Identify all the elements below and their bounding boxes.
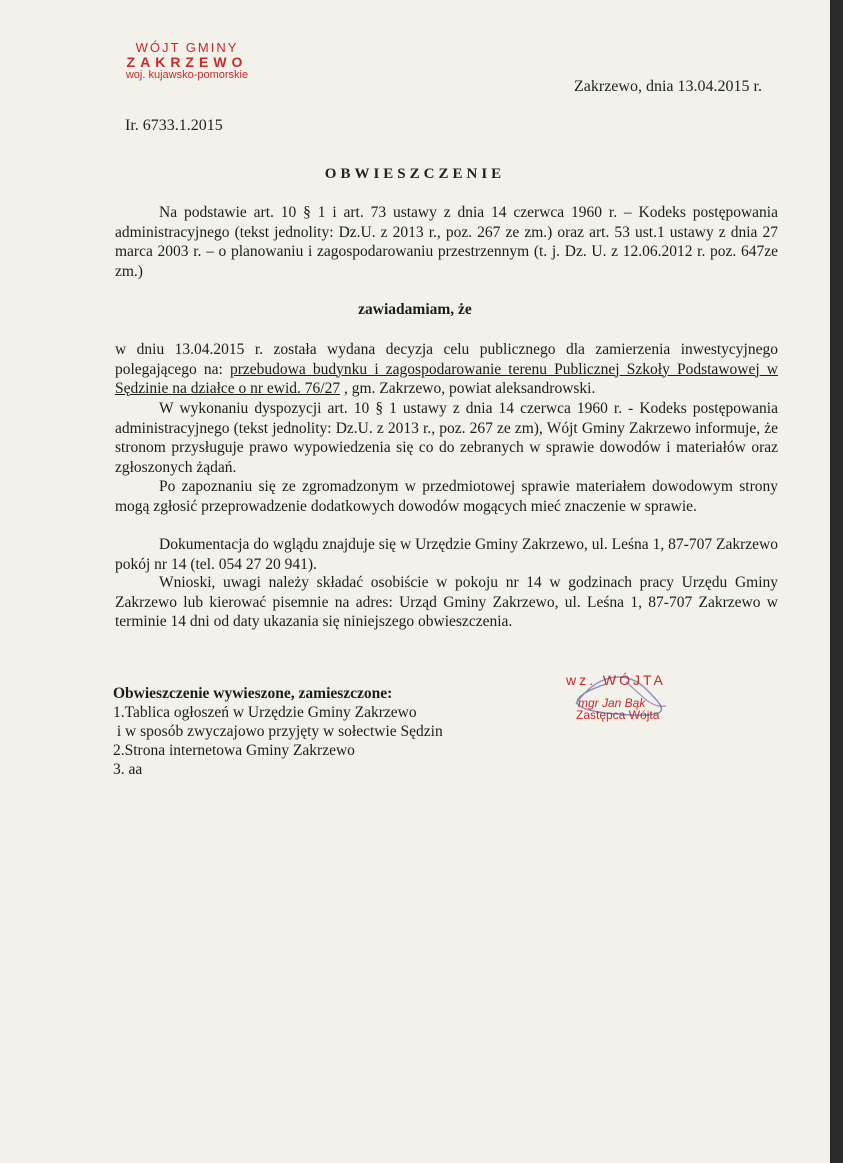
body-paragraph: Dokumentacja do wglądu znajduje się w Urzędzie Gminy Zakrzewo, ul. Leśna 1, 87-707 Zakrzewo pokój nr 14 (tel. 054 27 20 941). — [115, 536, 778, 573]
stamp-line-1: WÓJT GMINY — [135, 40, 239, 55]
signature-line-2: mgr Jan Bąk — [578, 696, 646, 710]
intro-paragraph: Na podstawie art. 10 § 1 i art. 73 ustawy z dnia 14 czerwca 1960 r. – Kodeks postępowania administracyjnego (tekst jednolity: Dz.U. z 2013 r., poz. 267 ze zm.) oraz art. 53 ust.1 ustawy z dnia 27 marca 2003 r. – o planowaniu i zagospodarowaniu przestrzennym (t. j. Dz. U. z 12.06.2012 r. poz. 647ze zm.) — [115, 204, 778, 280]
scan-edge — [830, 0, 843, 1163]
decision-text-before: w dniu 13.04.2015 r. została wydana decyzja celu publicznego dla zamierzenia inwestycyjnego polegającego na: — [115, 341, 778, 378]
handwritten-signature — [556, 664, 696, 734]
decision-text-after: , gm. Zakrzewo, powiat aleksandrowski. — [340, 380, 596, 397]
body-paragraph: Wnioski, uwagi należy składać osobiście w pokoju nr 14 w godzinach pracy Urzędu Gminy Zakrzewo lub kierować pisemnie na adres: Urząd Gminy Zakrzewo, ul. Leśna 1, 87-707 Zakrzewo w terminie 14 dni od daty ukazania się niniejszego obwieszczenia. — [115, 574, 778, 630]
office-stamp — [112, 40, 262, 81]
stamp-line-2: ZAKRZEWO — [126, 54, 248, 70]
decision-paragraph — [115, 340, 778, 399]
document-date: Zakrzewo, dnia 13.04.2015 r. — [574, 78, 762, 95]
document-reference: Ir. 6733.1.2015 — [125, 117, 223, 134]
signature-stamp — [566, 672, 696, 722]
posted-heading: Obwieszczenie wywieszone, zamieszczone: — [113, 685, 393, 702]
stamp-line-3: woj. kujawsko-pomorskie — [125, 69, 249, 81]
posted-item: 3. aa — [113, 761, 143, 778]
posted-list — [113, 684, 443, 779]
document-title: OBWIESZCZENIE — [324, 166, 506, 182]
posted-item: 2.Strona internetowa Gminy Zakrzewo — [113, 742, 355, 759]
posted-item: 1.Tablica ogłoszeń w Urzędzie Gminy Zakrzewo — [113, 704, 417, 721]
decision-subject: przebudowa budynku i zagospodarowanie terenu Publicznej Szkoły Podstawowej w Sędzinie na działce o nr ewid. 76/27 — [115, 360, 778, 397]
signature-line-1: wz. WÓJTA — [566, 672, 666, 688]
announce-line: zawiadamiam, że — [358, 301, 472, 318]
body-paragraph: W wykonaniu dyspozycji art. 10 § 1 ustawy z dnia 14 czerwca 1960 r. - Kodeks postępowania administracyjnego (tekst jednolity: Dz.U. z 2013 r., poz. 267 ze zm), Wójt Gminy Zakrzewo informuje, że stronom przysługuje prawo wypowiedzenia się co do zebranych w sprawie dowodów i materiałów oraz zgłoszonych żądań. — [115, 400, 778, 476]
signature-line-3: Zastępca Wójta — [576, 708, 660, 722]
posted-item: i w sposób zwyczajowo przyjęty w sołectwie Sędzin — [113, 723, 443, 740]
body-paragraph: Po zapoznaniu się ze zgromadzonym w przedmiotowej sprawie materiałem dowodowym strony mogą zgłosić przeprowadzenie dodatkowych dowodów mogących mieć znaczenie w sprawie. — [115, 478, 778, 515]
